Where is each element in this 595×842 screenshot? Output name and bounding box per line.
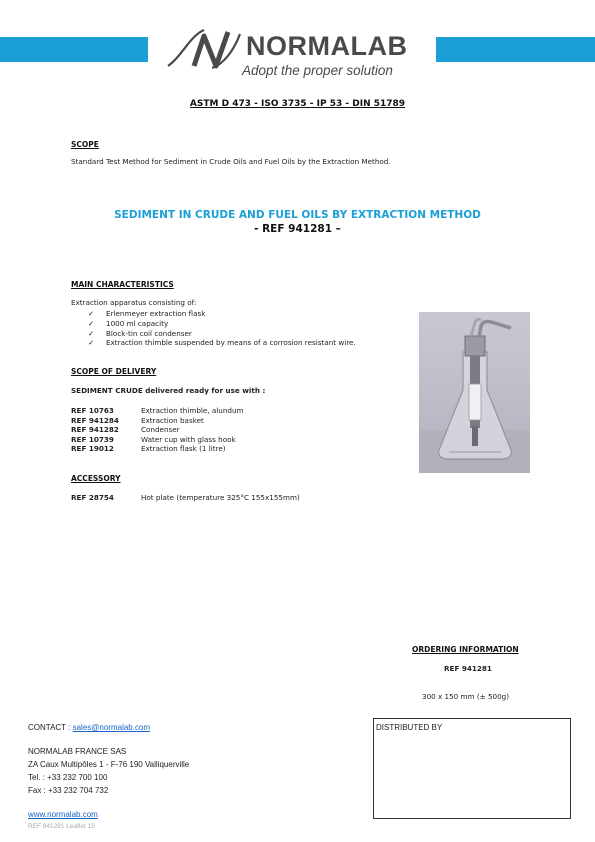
scope-of-delivery-subheading: SEDIMENT CRUDE delivered ready for use with : [71, 386, 266, 395]
normalab-logo-icon [164, 26, 242, 70]
check-icon: ✓ [88, 338, 95, 348]
scope-heading: SCOPE [71, 140, 99, 149]
contact-label: CONTACT : [28, 723, 71, 732]
standards-line: ASTM D 473 - ISO 3735 - IP 53 - DIN 51789 [189, 99, 406, 109]
header-accent-band-left [0, 37, 148, 62]
brand-tagline: Adopt the proper solution [242, 63, 393, 78]
product-photo [419, 312, 530, 473]
table-row: REF 10763 Extraction thimble, alundum [71, 406, 244, 415]
brand-name: NORMALAB [246, 31, 408, 61]
table-row: REF 941282 Condenser [71, 425, 180, 435]
company-address: ZA Caux Multipôles 1 - F-76 190 Valliquerville [28, 760, 190, 769]
contact-email-link[interactable]: sales@normalab.com [72, 723, 151, 732]
list-item: ✓ 1000 ml capacity [88, 318, 169, 328]
main-characteristics-heading: MAIN CHARACTERISTICS [71, 280, 174, 289]
characteristics-list [88, 309, 356, 348]
ordering-dimensions: 300 x 150 mm (± 500g) [422, 692, 510, 701]
website-link[interactable]: www.normalab.com [28, 810, 98, 819]
distributed-by-label: DISTRIBUTED BY [376, 723, 443, 732]
check-icon: ✓ [88, 328, 95, 338]
main-characteristics-intro: Extraction apparatus consisting of: [71, 298, 197, 307]
contact-line [28, 723, 150, 732]
scope-text: Standard Test Method for Sediment in Crude Oils and Fuel Oils by the Extraction Method. [71, 157, 391, 166]
ordering-heading: ORDERING INFORMATION [412, 645, 519, 654]
distributed-by-box [373, 718, 571, 819]
product-ref: - REF 941281 – [254, 223, 341, 235]
ordering-ref: REF 941281 [444, 664, 492, 673]
accessory-heading: ACCESSORY [71, 474, 121, 483]
product-title: SEDIMENT IN CRUDE AND FUEL OILS BY EXTRACTION METHOD [114, 209, 481, 221]
check-icon: ✓ [88, 309, 95, 318]
check-icon: ✓ [88, 318, 95, 328]
table-row: REF 10739 Water cup with glass hook [71, 434, 236, 444]
footer-reference: REF 941281 Leaflet 15 [28, 823, 95, 830]
table-row: REF 941284 Extraction basket [71, 415, 204, 425]
list-item: ✓ Erlenmeyer extraction flask [88, 309, 206, 318]
company-name: NORMALAB FRANCE SAS [28, 747, 127, 756]
list-item: ✓ Extraction thimble suspended by means of a corrosion resistant wire. [88, 338, 356, 348]
company-tel: Tel. : +33 232 700 100 [28, 773, 108, 782]
list-item: ✓ Block-tin coil condenser [88, 328, 192, 338]
company-fax: Fax : +33 232 704 732 [28, 786, 109, 795]
accessory-description: Hot plate (temperature 325°C 155x155mm) [141, 493, 300, 502]
table-row: REF 19012 Extraction flask (1 litre) [71, 444, 226, 454]
accessory-code: REF 28754 [71, 493, 114, 502]
header-accent-band-right [436, 37, 595, 62]
scope-of-delivery-heading: SCOPE OF DELIVERY [71, 367, 157, 376]
delivery-table [71, 406, 244, 454]
